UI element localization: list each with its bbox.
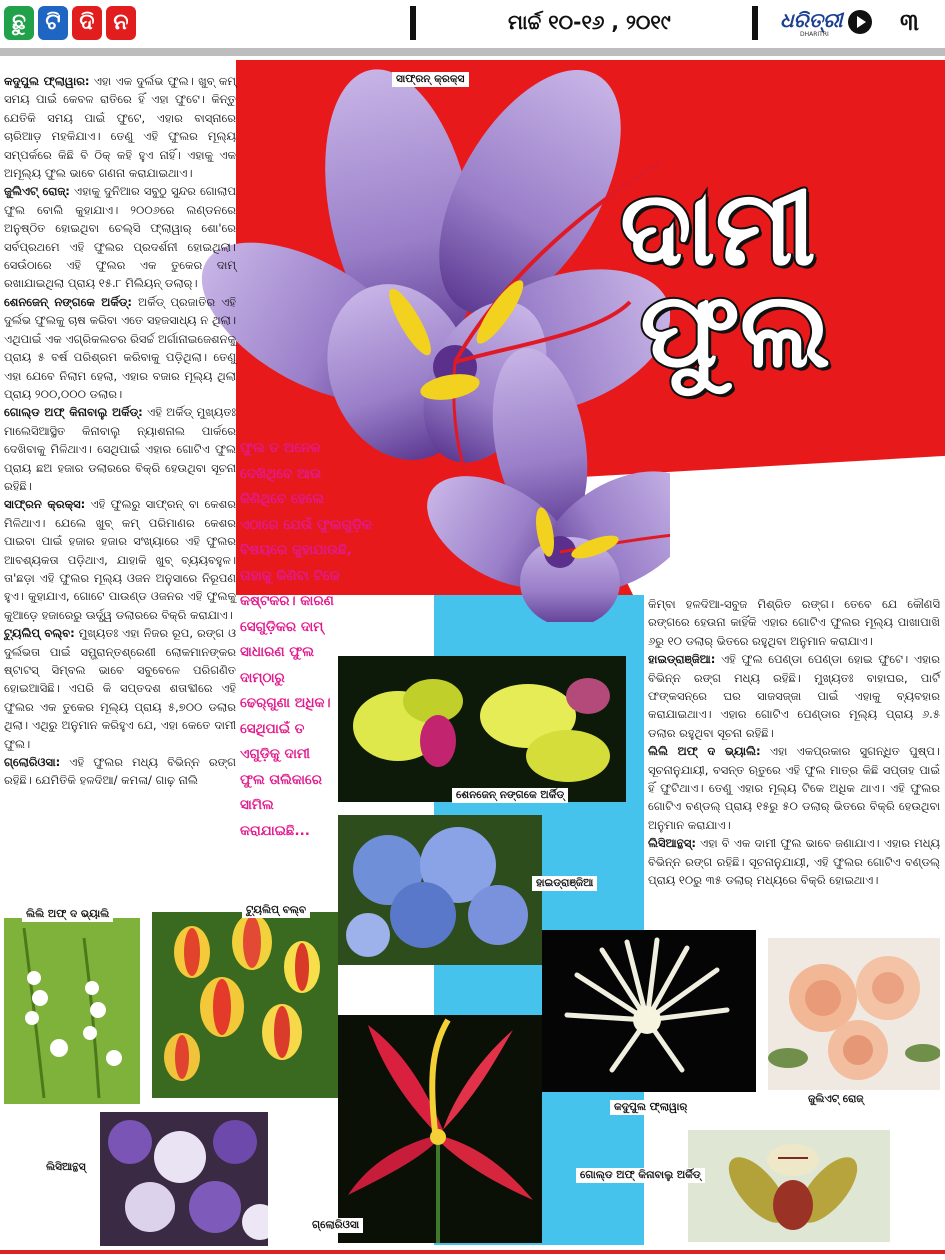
play-arrow-icon bbox=[848, 10, 872, 34]
caption-kadupul: କଦୁପୁଲ ଫ୍ଲାୱାର୍ bbox=[610, 1100, 691, 1115]
caption-tulip: ଟ୍ୟୁଲିପ୍ ବଲ୍‌ବ bbox=[242, 903, 310, 918]
section-logo-tile: ଟି bbox=[38, 6, 68, 40]
shenzhen-orchid-photo bbox=[338, 656, 626, 802]
promo-line: ସାଧାରଣ ଫୁଲ bbox=[240, 644, 314, 660]
promo-line: ସେଗୁଡ଼ିକର ଦାମ୍ bbox=[240, 618, 324, 635]
header-rule bbox=[0, 48, 945, 56]
left-article-column bbox=[4, 72, 236, 790]
lisianthus-photo bbox=[100, 1112, 268, 1246]
promo-line: କିଣିଥିବେ ହେଲେ bbox=[240, 491, 325, 507]
promo-line: ଏଗୁଡ଼ିକୁ ଦାମୀ bbox=[240, 746, 310, 762]
article-kadupul: କଦୁପୁଲ ଫ୍ଲାୱାର: ଏହା ଏକ ଦୁର୍ଲଭ ଫୁଲ। ଖୁବ୍ କମ୍ ସମୟ ପାଇଁ କେବଳ ରାତିରେ ହିଁ ଏହା ଫୁଟେ। କିନ୍ତୁ ଯେତିକି ସମୟ ପାଇଁ ଫୁଟେ, ଏହାର ବାସ୍ନାରେ ଚାରିଆଡ଼ ମହକିଯାଏ। ତେଣୁ ଏହି ଫୁଲର ମୂଲ୍ୟ ସମ୍ପର୍କରେ କିଛି ବି ଠିକ୍ କହି ହୁଏ ନାହିଁ। ଏହାକୁ ଏକ ଅମୂଲ୍ୟ ଫୁଲ ଭାବେ ଗଣନା କରାଯାଇଥାଏ। bbox=[4, 74, 236, 181]
promo-line: ତାହାକୁ କିଣିବା ଟିକେ bbox=[240, 567, 340, 584]
main-title-line1: ଦାମୀ bbox=[620, 167, 816, 289]
section-logo-tile: ଛୁ bbox=[4, 6, 34, 40]
article-gloriosa: ଗ୍ଲୋରିଓସା: ଏହି ଫୁଲର ମଧ୍ୟ ବିଭିନ୍ନ ରଙ୍ଗ ରହିଛି। ଯେମିତିକି ହଳଦିଆ/ କମଳା/ ଗାଢ଼ ନାଲି bbox=[4, 755, 236, 788]
article-hydrangea: ହାଇଡ୍ରାଞ୍ଜିଆ: ଏହି ଫୁଲ ପେଣ୍ଡା ପେଣ୍ଡା ହୋଇ ଫୁଟେ। ଏହାର ବିଭିନ୍ନ ରଙ୍ଗ ମଧ୍ୟ ରହିଛି। ମୁଖ୍ୟତଃ ବାହାଘର, ପାର୍ଟି ଫଙ୍କସନ୍‌ରେ ଘର ସାଜସଜ୍ଜା ପାଇଁ ଏହାକୁ ବ୍ୟବହାର କରାଯାଇଥାଏ। ଏହାର ଗୋଟିଏ ପେଣ୍ଡାର ମୂଲ୍ୟ ପ୍ରାୟ ୬.୫ ଡଲାର ରହୁଥିବା ସୂଚନା ରହିଛି। bbox=[648, 652, 940, 740]
promo-line: ଫୁଲ ତାଲିକାରେ bbox=[240, 771, 322, 788]
caption-saffron-crocus: ସାଫ୍ରନ୍ କ୍ରକ୍ସ bbox=[392, 72, 469, 87]
header-divider bbox=[752, 6, 758, 40]
caption-shenzhen-orchid: ଶେନଜେନ୍ ନଙ୍ଗକେ ଅର୍କିଡ୍ bbox=[452, 788, 568, 803]
article-gold-kinabalu: ଗୋଲ୍ଡ ଅଫ୍ କିନାବାଲୁ ଅର୍କିଡ୍: ଏହି ଅର୍କିଡ୍ ମୁଖ୍ୟତଃ ମାଲେସିଆସ୍ଥିତ କିନାବାଲୁ ନ୍ୟାଶନାଲ ପାର୍କରେ ଦେଖିବାକୁ ମିଳିଥାଏ। ସେଥିପାଇଁ ଏହାର ଗୋଟିଏ ଫୁଲ ପ୍ରାୟ ଛଅ ହଜାର ଡଲାରରେ ବିକ୍ରି ହେଉଥିବା ସୂଚନା ରହିଛି। bbox=[4, 405, 236, 493]
tulip-photo bbox=[152, 912, 338, 1098]
promo-line: ଏଠାରେ ଯେଉଁ ଫୁଲଗୁଡ଼ିକ bbox=[240, 516, 372, 533]
promo-line: ବିଷୟରେ କୁହାଯାଉଛି, bbox=[240, 542, 352, 558]
promo-line: କଷ୍ଟକର। କାରଣ bbox=[240, 593, 334, 609]
main-title-line2: ଫୁଲ bbox=[640, 269, 831, 391]
caption-hydrangea: ହାଇଡ୍ରାଞ୍ଜିଆ bbox=[532, 876, 597, 891]
article-saffron: ସାଫ୍ରନ କ୍ରକ୍ସ: ଏହି ଫୁଲରୁ ସାଫ୍ରନ୍ ବା କେଶର ମିଳିଥାଏ। ଯେଲେ ଖୁବ୍ କମ୍ ପରିମାଣର କେଶର ପାଇବା ପାଇଁ ହଜାର ହଜାର ସଂଖ୍ୟାରେ ଏହି ଫୁଲର ଆବଶ୍ୟକତା ପଡ଼ିଥାଏ, ଯାହାକି ଖୁବ୍ ବ୍ୟୟବହୁଳ। ତା'ଛଡ଼ା ଏହି ଫୁଲର ମୂଲ୍ୟ ଓଜନ ଅନୁସାରେ ନିରୂପଣ ହୁଏ। କୁହାଯାଏ, ଗୋଟେ ପାଉଣ୍ଡ ଓଜନର ଏହି ଫୁଲକୁ କୁଆଡ଼େ ହଜାରେରୁ ଊର୍ଦ୍ଧ୍ୱ ଡଲାରରେ ବିକ୍ରି କରାଯାଏ। bbox=[4, 497, 236, 622]
gloriosa-photo bbox=[338, 1015, 542, 1243]
article-shenzhen-orchid: ଶେନଜେନ୍ ନଙ୍ଗକେ ଅର୍କିଡ୍: ଅର୍କିଡ୍ ପ୍ରଜାତିର ଏହି ଦୁର୍ଲଭ ଫୁଲକୁ ଚାଷ କରିବା ଏତେ ସହଜସାଧ୍ୟ ନ ଥିଲା। ଏଥିପାଇଁ ଏକ ଏଗ୍ରିକଲଚର ରିସର୍ଚ୍ଚ ଅର୍ଗାନାଇଜେଶନକୁ ପ୍ରାୟ ୫ ବର୍ଷ ପରିଶ୍ରମ କରିବାକୁ ପଡ଼ିଥିଲା। ତେଣୁ ଏହା ଯେବେ ନିଲାମ ହେଲା, ଏହାର ବଜାର ମୂଲ୍ୟ ଥିଲା ପ୍ରାୟ ୨୦୦,୦୦୦ ଡଲାର। bbox=[4, 294, 237, 401]
page-header bbox=[0, 0, 945, 48]
caption-lisianthus: ଲିସିଆନ୍ଥସ୍ bbox=[42, 1160, 90, 1175]
right-article-column bbox=[648, 595, 940, 890]
caption-gold-of-kinabalu: ଗୋଲ୍ଡ ଅଫ୍ କିନାବାଲୁ ଅର୍କିଡ୍ bbox=[576, 1168, 705, 1183]
caption-gloriosa: ଗ୍ଲୋରିଓସା bbox=[308, 1218, 363, 1233]
juliet-rose-photo bbox=[768, 938, 940, 1090]
promo-line: ସେଥିପାଇଁ ତ bbox=[240, 720, 305, 737]
promo-line: ଦାମ୍‌ଠାରୁ bbox=[240, 669, 285, 686]
article-lily-of-the-valley: ଲିଲି ଅଫ୍ ଦ ଭ୍ୟାଲି: ଏହା ଏକପ୍ରକାର ସୁଗନ୍ଧିତ ପୁଷ୍ପ। ସୂଚନାନୁଯାୟୀ, ବସନ୍ତ ଋତୁରେ ଏହି ଫୁଲ ମାତ୍ର କିଛି ସପ୍ତାହ ପାଇଁ ହିଁ ଫୁଟିଥାଏ। ତେଣୁ ଏହାର ମୂଲ୍ୟ ଟିକେ ଅଧିକ ଥାଏ। ଏହି ଫୁଲର ଗୋଟିଏ ବଣ୍ଡଲ୍ ପ୍ରାୟ ୧୫ରୁ ୫୦ ଡଲାର୍ ଭିତରେ ବିକ୍ରି ହେଉଥିବା ଅନୁମାନ କରାଯାଏ। bbox=[648, 744, 940, 832]
article-tulip: ଟ୍ୟୁଲିପ୍ ବଲ୍‌ବ: ମୁଖ୍ୟତଃ ଏହା ନିଜର ରୂପ, ରଙ୍ଗ ଓ ଦୁର୍ଲଭତା ପାଇଁ ସମ୍ଭ୍ରାନ୍ତଶ୍ରେଣୀ ଲୋକମାନଙ୍କର ଷ୍ଟାଟସ୍ ସିମ୍ବଲ ଭାବେ ସବୁବେଳେ ପରିଗଣିତ ହୋଇଆସିଛି। ଏପରି କି ସପ୍ତଦଶ ଶତାବ୍ଦୀରେ ଏହି ଫୁଲର ଏକ ତୁକେର ମୂଲ୍ୟ ପ୍ରାୟ ୫,୭୦୦ ଡଲାର ଥିଲା। ଏଥିରୁ ଅନୁମାନ କରିହୁଏ ଯେ, ଏହା କେତେ ଦାମୀ ଫୁଲ। bbox=[4, 626, 237, 751]
promo-line: ଫୁଲ ତ ଅନେକ bbox=[240, 440, 321, 456]
caption-juliet-rose: ଜୁଲିଏଟ୍ ରୋଜ୍ bbox=[804, 1092, 868, 1107]
promo-line: ସାମିଲ bbox=[240, 797, 274, 813]
promo-line: ଦେଖିଥିବେ ଆଉ bbox=[240, 465, 322, 482]
article-juliet-rose: ଜୁଲିଏଟ୍ ରୋଜ୍: ଏହାକୁ ଦୁନିଆର ସବୁଠୁ ସୁନ୍ଦର ଗୋଲାପ ଫୁଲ ବୋଲି କୁହାଯାଏ। ୨୦୦୬ରେ ଲଣ୍ଡନରେ ଅନୁଷ୍ଠିତ ହୋଇଥିବା ଚେଲ୍‌ସି ଫ୍ଲାୱାର୍ ଶୋ'ରେ ସର୍ବପ୍ରଥମେ ଏହି ଫୁଲର ପ୍ରଦର୍ଶନୀ ହୋଇଥିଲା। ସେଉଁଠାରେ ଏହି ଫୁଲର ଏକ ତୁକେର ଦାମ୍ ରଖାଯାଇଥିଲା ପ୍ରାୟ ୧୫.୮ ମିଲିୟନ୍ ଡଲାର୍। bbox=[4, 184, 236, 291]
publication-logo: ଧରିତ୍ରୀ bbox=[780, 8, 843, 32]
section-logo-tile: ଦି bbox=[72, 6, 102, 40]
header-divider bbox=[410, 6, 416, 40]
article-lisianthus: ଲିସିଆନ୍ଥସ୍: ଏହା ବି ଏକ ଦାମୀ ଫୁଲ ଭାବେ ଜଣାଯାଏ। ଏହାର ମଧ୍ୟ ବିଭିନ୍ନ ରଙ୍ଗ ରହିଛି। ସୂଚନାନୁଯାୟୀ, ଏହି ଫୁଲର ଗୋଟିଏ ବଣ୍ଡଲ୍ ପ୍ରାୟ ୧୦ରୁ ୩୫ ଡଲାର୍ ମଧ୍ୟରେ ବିକ୍ରି ହୋଇଥାଏ। bbox=[648, 836, 940, 888]
publication-logo-subtext: DHARITRI bbox=[800, 31, 829, 38]
page-number: ୩ bbox=[900, 8, 919, 36]
caption-lily-of-the-valley: ଲିଲି ଅଫ୍ ଦ ଭ୍ୟାଲି bbox=[22, 907, 113, 922]
article-gloriosa-continued: କିମ୍ବା ହଳଦିଆ-ସବୁଜ ମିଶ୍ରିତ ରଙ୍ଗ। ତେବେ ଯେ କୌଣସି ରଙ୍ଗରେ ହେଉନା କାହିଁକି ଏହାର ଗୋଟିଏ ଫୁଲର ମୂଲ୍ୟ ପାଖାପାଖି ୬ରୁ ୧୦ ଡଲାର୍ ଭିତରେ ରହୁଥିବା ଅନୁମାନ କରାଯାଏ। bbox=[648, 597, 940, 648]
lily-of-the-valley-photo bbox=[4, 918, 140, 1104]
footer-rule bbox=[0, 1250, 945, 1254]
gold-of-kinabalu-photo bbox=[688, 1130, 890, 1242]
kadupul-photo bbox=[542, 930, 756, 1092]
section-logo-tile: ନ bbox=[106, 6, 136, 40]
hydrangea-photo bbox=[338, 815, 542, 965]
issue-date: ମାର୍ଚ୍ଚ ୧୦-୧୬ , ୨୦୧୯ bbox=[508, 10, 671, 34]
promo-line: କରାଯାଇଛି... bbox=[240, 822, 310, 839]
promo-line: ଢେର୍‌ଗୁଣା ଅଧିକ। bbox=[240, 695, 331, 711]
